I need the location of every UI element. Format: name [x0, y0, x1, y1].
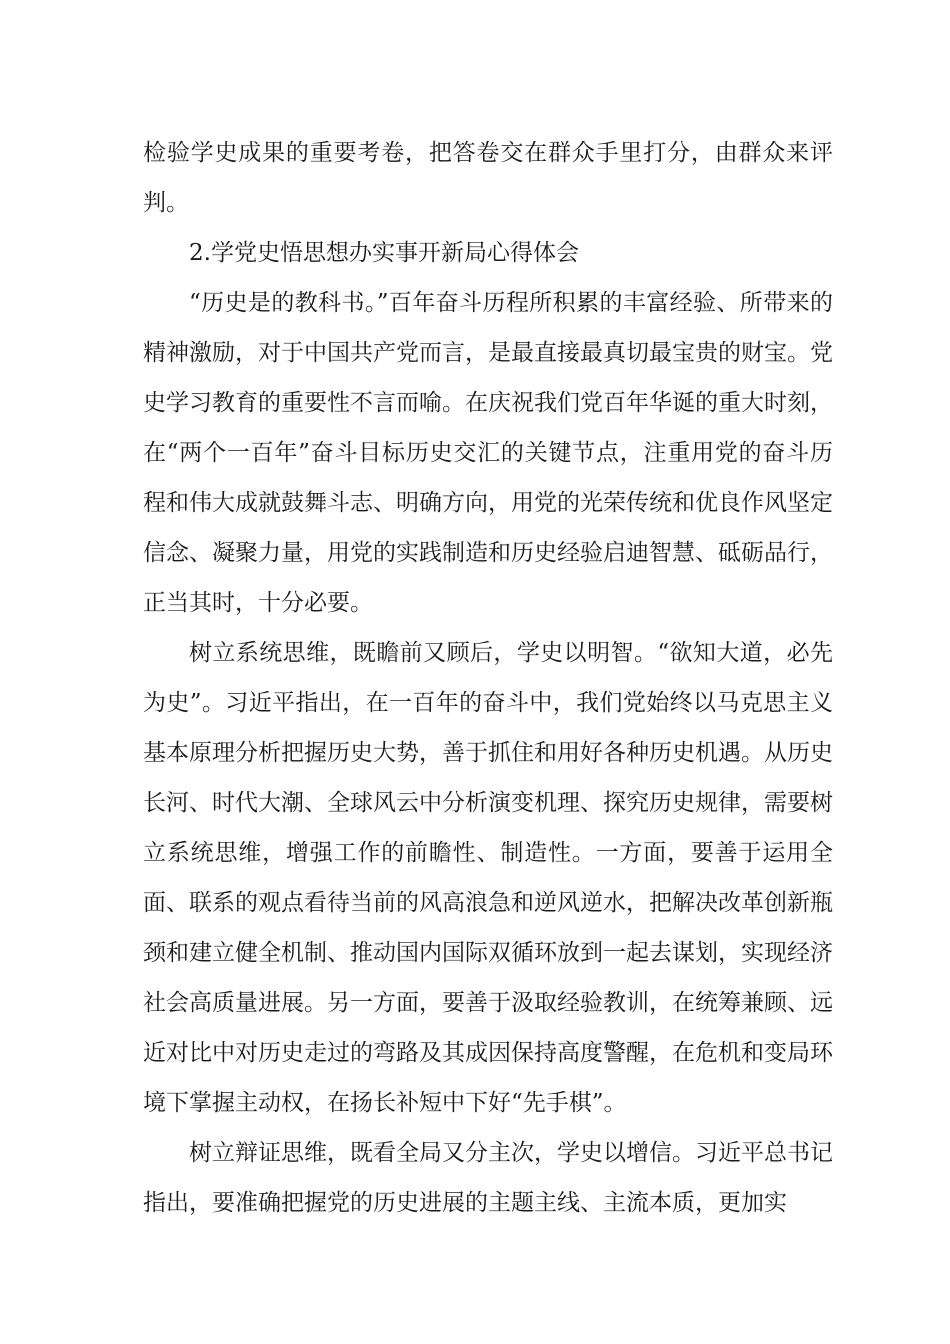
section-heading: 2.学党史悟思想办实事开新局心得体会: [189, 240, 579, 266]
paragraph: “历史是的教科书。”百年奋斗历程所积累的丰富经验、所带来的精神激励，对于中国共产党而言，是最直接最真切最宝贵的财宝。党史学习教育的重要性不言而喻。在庆祝我们党百年华诞的重大时刻，在“两个一百年”奋斗目标历史交汇的关键节点，注重用党的奋斗历程和伟大成就鼓舞斗志、明确方向，用党的光荣传统和优良作风坚定信念、凝聚力量，用党的实践制造和历史经验启迪智慧、砥砺品行，正当其时，十分必要。: [143, 290, 833, 616]
document-body: [143, 128, 833, 1228]
paragraph-continuation: 检验学史成果的重要考卷，把答卷交在群众手里打分，由群众来评判。: [143, 140, 833, 216]
paragraph: 树立辩证思维，既看全局又分主次，学史以增信。习近平总书记指出，要准确把握党的历史进展的主题主线、主流本质，更加实: [143, 1140, 833, 1216]
paragraph: 树立系统思维，既瞻前又顾后，学史以明智。“欲知大道，必先为史”。习近平指出，在一百年的奋斗中，我们党始终以马克思主义基本原理分析把握历史大势，善于抓住和用好各种历史机遇。从历史长河、时代大潮、全球风云中分析演变机理、探究历史规律，需要树立系统思维，增强工作的前瞻性、制造性。一方面，要善于运用全面、联系的观点看待当前的风高浪急和逆风逆水，把解决改革创新瓶颈和建立健全机制、推动国内国际双循环放到一起去谋划，实现经济社会高质量进展。另一方面，要善于汲取经验教训，在统筹兼顾、远近对比中对历史走过的弯路及其成因保持高度警醒，在危机和变局环境下掌握主动权，在扬长补短中下好“先手棋”。: [143, 640, 833, 1116]
